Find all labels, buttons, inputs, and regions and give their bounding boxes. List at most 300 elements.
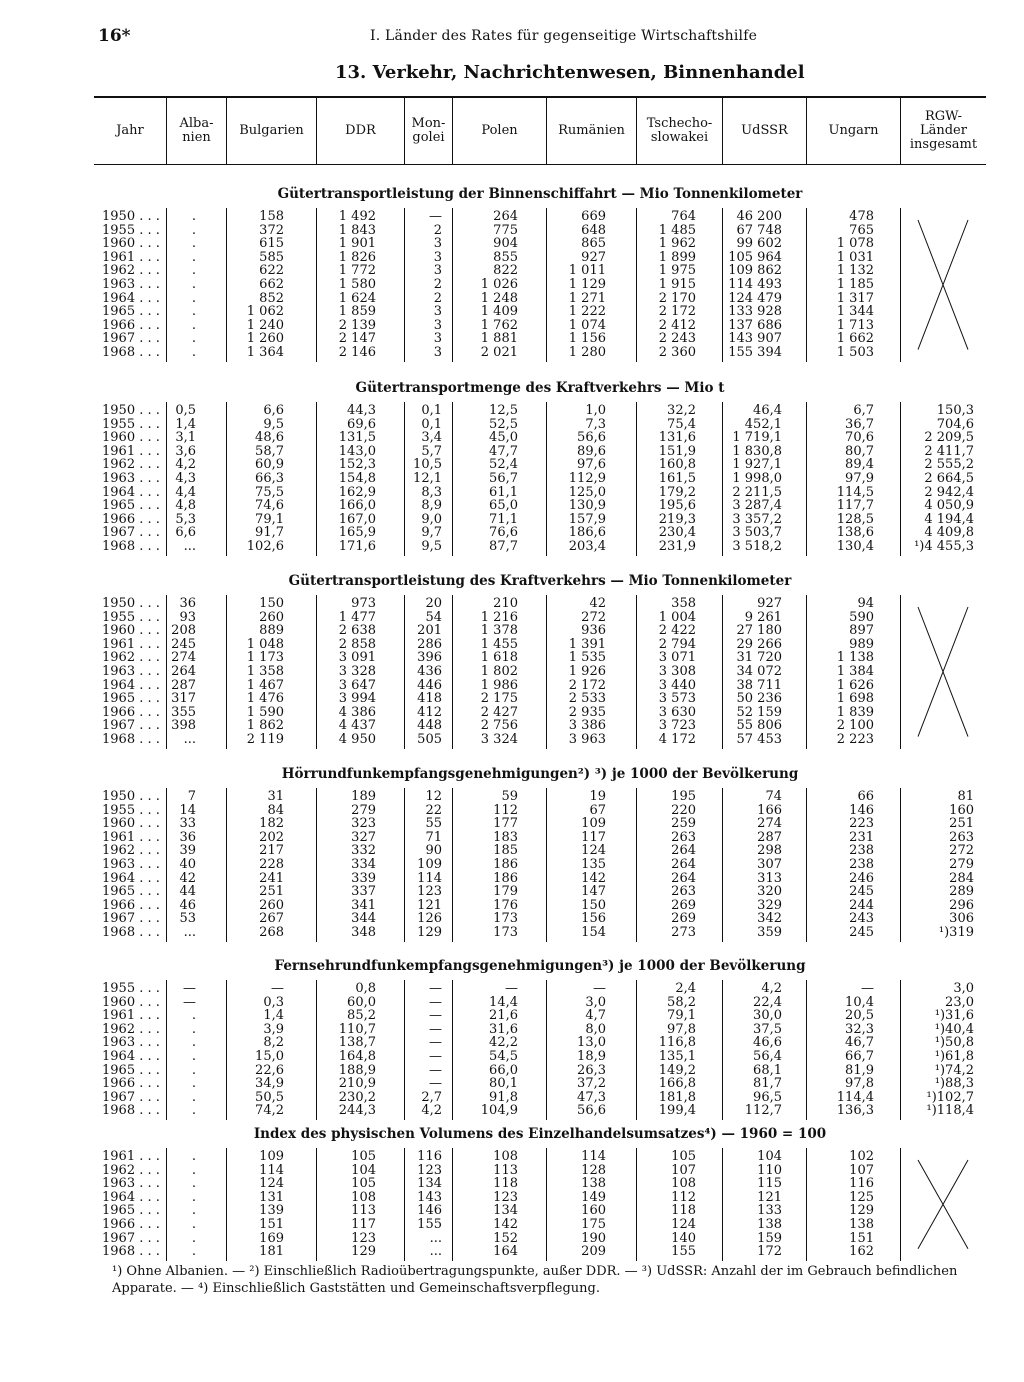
cell-alba-nien: .	[191, 236, 196, 252]
cell-alba-nien: 287	[171, 677, 196, 693]
column-separator	[636, 595, 637, 749]
cell-bulgarien: 6,6	[263, 403, 284, 418]
cell-rumanien: 160	[581, 1203, 606, 1219]
table-row	[94, 264, 986, 278]
cell-ungarn: 244	[849, 897, 874, 913]
table-row	[94, 513, 986, 527]
cell-alba-nien: 44	[179, 884, 196, 900]
cell-ddr: 113	[351, 1203, 376, 1219]
cell-rumanien: 1,0	[585, 403, 606, 418]
cell-mon-golei: —	[429, 1049, 442, 1064]
cell-ungarn: 162	[849, 1244, 874, 1260]
cell-ddr: 1 772	[338, 263, 376, 279]
cell-alba-nien: .	[191, 1230, 196, 1246]
cell-udssr: 3 518,2	[732, 539, 782, 554]
cell-tschecho-slowakei: 161,5	[658, 471, 696, 486]
table-row	[94, 292, 986, 306]
cell-rgw-lander-insgesamt: 2 555,2	[924, 457, 974, 473]
table-row	[94, 872, 986, 886]
cell-bulgarien: 260	[259, 897, 284, 913]
cell-polen: 173	[493, 925, 518, 940]
year-cell: 1962 . . .	[102, 1021, 160, 1037]
cell-mon-golei: 90	[425, 843, 442, 859]
cell-ungarn: 116	[849, 1176, 874, 1192]
cell-alba-nien: 355	[171, 704, 196, 720]
cell-ddr: 154,8	[338, 471, 376, 486]
section-title: Fernsehrundfunkempfangsgenehmigungen³) je 1000 der Bevölkerung	[274, 958, 806, 974]
cell-rumanien: 157,9	[568, 511, 606, 527]
year-cell: 1962 . . .	[102, 263, 160, 279]
cell-bulgarien: 34,9	[255, 1076, 284, 1092]
cell-rumanien: 1 926	[568, 664, 606, 679]
cell-rumanien: 1 222	[568, 304, 606, 320]
table-row	[94, 665, 986, 679]
cell-tschecho-slowakei: 2,4	[675, 981, 696, 996]
cell-rumanien: 2 172	[568, 677, 606, 693]
column-separator	[452, 402, 453, 556]
cell-mon-golei: 446	[417, 677, 442, 693]
cell-udssr: 99 602	[736, 236, 782, 252]
cell-tschecho-slowakei: 58,2	[667, 994, 696, 1010]
cell-udssr: 50 236	[736, 691, 782, 707]
cell-ungarn: 97,8	[845, 1076, 874, 1092]
cell-mon-golei: 12,1	[413, 471, 442, 486]
cell-alba-nien: .	[191, 277, 196, 292]
cell-tschecho-slowakei: 195	[671, 789, 696, 804]
cell-mon-golei: 71	[425, 829, 442, 845]
column-separator	[546, 208, 547, 362]
column-separator	[404, 595, 405, 749]
year-cell: 1967 . . .	[102, 1089, 160, 1105]
cell-rumanien: 1 074	[568, 317, 606, 333]
cell-ungarn: 1 031	[836, 249, 874, 265]
cell-mon-golei: 8,3	[421, 484, 442, 500]
cell-ddr: 3 328	[338, 664, 376, 679]
cell-rumanien: 149	[581, 1189, 606, 1205]
cell-bulgarien: 585	[259, 249, 284, 265]
cell-bulgarien: 50,5	[255, 1089, 284, 1105]
cell-alba-nien: 4,8	[175, 498, 196, 514]
cell-rumanien: 3 963	[568, 732, 606, 747]
year-cell: 1967 . . .	[102, 331, 160, 347]
cell-rgw-lander-insgesamt: ¹)88,3	[934, 1076, 974, 1092]
cell-polen: 1 216	[480, 609, 518, 625]
cell-bulgarien: 74,6	[255, 498, 284, 514]
cell-bulgarien: 75,5	[255, 484, 284, 500]
year-cell: 1961 . . .	[102, 636, 160, 652]
cell-udssr: 46 200	[736, 209, 782, 224]
cell-ungarn: 2 100	[836, 718, 874, 734]
cell-tschecho-slowakei: 3 308	[658, 664, 696, 679]
cell-udssr: 22,4	[753, 994, 782, 1010]
cell-ddr: 344	[351, 911, 376, 927]
cell-ungarn: 138	[849, 1217, 874, 1232]
cell-tschecho-slowakei: 108	[671, 1176, 696, 1192]
cell-ddr: 4 386	[338, 704, 376, 720]
cell-tschecho-slowakei: 3 071	[658, 650, 696, 666]
cell-ungarn: 223	[849, 816, 874, 832]
cell-udssr: 274	[757, 816, 782, 832]
cell-ddr: 104	[351, 1162, 376, 1178]
cell-rumanien: 114	[581, 1149, 606, 1164]
column-separator	[722, 595, 723, 749]
cell-ungarn: 130,4	[836, 539, 874, 554]
cell-polen: 1 455	[480, 636, 518, 652]
cell-ungarn: 114,5	[836, 484, 874, 500]
not-applicable-cross-icon	[910, 216, 976, 354]
cell-alba-nien: .	[191, 1089, 196, 1105]
cell-udssr: 52 159	[736, 704, 782, 720]
cell-udssr: 31 720	[736, 650, 782, 666]
cell-tschecho-slowakei: 269	[671, 911, 696, 927]
cell-bulgarien: 3,9	[263, 1021, 284, 1037]
col-header-mon-golei: Mon- golei	[404, 98, 452, 164]
cell-ungarn: 238	[849, 843, 874, 859]
cell-ungarn: 243	[849, 911, 874, 927]
column-separator	[452, 980, 453, 1120]
cell-udssr: 46,6	[753, 1035, 782, 1051]
table-row	[94, 706, 986, 720]
cell-rumanien: 19	[589, 789, 606, 804]
cell-rumanien: 669	[581, 209, 606, 224]
column-separator	[806, 208, 807, 362]
cell-tschecho-slowakei: 231,9	[658, 539, 696, 554]
cell-ungarn: 36,7	[845, 416, 874, 432]
cell-rumanien: 8,0	[585, 1021, 606, 1037]
column-separator	[452, 595, 453, 749]
cell-udssr: 1 927,1	[732, 457, 782, 473]
cell-bulgarien: 9,5	[263, 416, 284, 432]
cell-ungarn: —	[861, 981, 874, 996]
cell-polen: 66,0	[489, 1062, 518, 1078]
cell-tschecho-slowakei: 3 723	[658, 718, 696, 734]
cell-polen: 1 881	[480, 331, 518, 347]
footnotes: ¹) Ohne Albanien. — ²) Einschließlich Radioübertragungspunkte, außer DDR. — ³) UdSSR: Anzahl der im Gebrauch befindlichen Apparate. — ⁴) Einschließlich Gaststätten und Gemeinschaftsverpflegung.	[112, 1264, 958, 1296]
cell-tschecho-slowakei: 273	[671, 925, 696, 940]
column-separator	[404, 1148, 405, 1261]
cell-rumanien: 1 391	[568, 636, 606, 652]
cell-ungarn: 107	[849, 1162, 874, 1178]
column-separator	[226, 980, 227, 1120]
cell-rumanien: 112,9	[568, 471, 606, 486]
cell-polen: 12,5	[489, 403, 518, 418]
cell-rumanien: 175	[581, 1217, 606, 1232]
cell-alba-nien: .	[191, 1103, 196, 1119]
year-cell: 1965 . . .	[102, 304, 160, 320]
column-separator	[722, 402, 723, 556]
cell-udssr: 172	[757, 1244, 782, 1260]
cell-ddr: 110,7	[338, 1021, 376, 1037]
table-row	[94, 1036, 986, 1050]
cell-alba-nien: 14	[179, 802, 196, 818]
cell-tschecho-slowakei: 32,2	[667, 403, 696, 418]
cell-polen: 1 409	[480, 304, 518, 320]
running-head: I. Länder des Rates für gegenseitige Wirtschaftshilfe	[370, 28, 758, 44]
column-separator	[636, 1148, 637, 1261]
column-separator	[226, 1148, 227, 1261]
cell-mon-golei: 3	[433, 236, 442, 252]
cell-rumanien: 125,0	[568, 484, 606, 500]
column-separator	[166, 402, 167, 556]
column-separator	[546, 980, 547, 1120]
cell-ungarn: 102	[849, 1149, 874, 1164]
cell-udssr: 143 907	[728, 331, 782, 347]
column-separator	[166, 980, 167, 1120]
year-cell: 1961 . . .	[102, 443, 160, 459]
column-separator	[404, 402, 405, 556]
cell-ddr: 152,3	[338, 457, 376, 473]
cell-ddr: 2 139	[338, 317, 376, 333]
cell-ungarn: 245	[849, 884, 874, 900]
cell-ddr: 167,0	[338, 511, 376, 527]
table-row	[94, 458, 986, 472]
cell-polen: 904	[493, 236, 518, 252]
cell-tschecho-slowakei: 179,2	[658, 484, 696, 500]
year-cell: 1967 . . .	[102, 1230, 160, 1246]
cell-ddr: 188,9	[338, 1062, 376, 1078]
cell-alba-nien: .	[191, 331, 196, 347]
cell-tschecho-slowakei: 2 172	[658, 304, 696, 320]
cell-tschecho-slowakei: 764	[671, 209, 696, 224]
section-title: Gütertransportleistung des Kraftverkehrs — Mio Tonnenkilometer	[288, 573, 792, 589]
cell-ddr: 1 624	[338, 290, 376, 306]
cell-rgw-lander-insgesamt: ¹)61,8	[934, 1049, 974, 1064]
not-applicable-cross-icon	[910, 603, 976, 741]
cell-polen: 65,0	[489, 498, 518, 514]
cell-rgw-lander-insgesamt: 81	[957, 789, 974, 804]
cell-alba-nien: —	[183, 981, 196, 996]
cell-tschecho-slowakei: 107	[671, 1162, 696, 1178]
cell-rumanien: 97,6	[577, 457, 606, 473]
cell-ungarn: 70,6	[845, 430, 874, 446]
table-row	[94, 1177, 986, 1191]
cell-polen: 91,8	[489, 1089, 518, 1105]
cell-polen: 1 762	[480, 317, 518, 333]
cell-alba-nien: .	[191, 1076, 196, 1092]
year-cell: 1963 . . .	[102, 1176, 160, 1192]
cell-alba-nien: 46	[179, 897, 196, 913]
cell-tschecho-slowakei: 75,4	[667, 416, 696, 432]
cell-tschecho-slowakei: 263	[671, 884, 696, 900]
cell-bulgarien: 15,0	[255, 1049, 284, 1064]
table-row	[94, 1164, 986, 1178]
cell-alba-nien: .	[191, 1176, 196, 1192]
cell-ungarn: 245	[849, 925, 874, 940]
cell-rumanien: 1 129	[568, 277, 606, 292]
cell-alba-nien: —	[183, 994, 196, 1010]
cell-alba-nien: 3,1	[175, 430, 196, 446]
col-header-tschecho-slowakei: Tschecho- slowakei	[636, 98, 722, 164]
cell-bulgarien: 124	[259, 1176, 284, 1192]
cell-polen: 176	[493, 897, 518, 913]
table-row	[94, 237, 986, 251]
cell-rgw-lander-insgesamt: ¹)31,6	[934, 1008, 974, 1024]
cell-udssr: 329	[757, 897, 782, 913]
cell-alba-nien: .	[191, 1049, 196, 1064]
cell-mon-golei: 5,7	[421, 443, 442, 459]
cell-ddr: 44,3	[347, 403, 376, 418]
cell-mon-golei: —	[429, 1008, 442, 1024]
cell-tschecho-slowakei: 2 243	[658, 331, 696, 347]
col-header-polen: Polen	[452, 98, 546, 164]
cell-ungarn: 590	[849, 609, 874, 625]
cell-bulgarien: 84	[267, 802, 284, 818]
cell-udssr: 2 211,5	[732, 484, 782, 500]
cell-polen: 186	[493, 870, 518, 886]
table-row	[94, 526, 986, 540]
cell-polen: 264	[493, 209, 518, 224]
cell-bulgarien: 1 062	[246, 304, 284, 320]
year-cell: 1963 . . .	[102, 471, 160, 486]
column-separator	[316, 402, 317, 556]
cell-tschecho-slowakei: 1 899	[658, 249, 696, 265]
cell-rumanien: 26,3	[577, 1062, 606, 1078]
year-cell: 1964 . . .	[102, 484, 160, 500]
cell-polen: 123	[493, 1189, 518, 1205]
cell-rgw-lander-insgesamt: ¹)118,4	[926, 1103, 974, 1119]
cell-polen: 1 248	[480, 290, 518, 306]
cell-mon-golei: 146	[417, 1203, 442, 1219]
cell-rumanien: 150	[581, 897, 606, 913]
table-row	[94, 319, 986, 333]
cell-polen: 1 618	[480, 650, 518, 666]
cell-alba-nien: 398	[171, 718, 196, 734]
cell-udssr: 166	[757, 802, 782, 818]
cell-tschecho-slowakei: 3 630	[658, 704, 696, 720]
cell-bulgarien: 1 240	[246, 317, 284, 333]
cell-mon-golei: 9,7	[421, 525, 442, 541]
table-row	[94, 733, 986, 747]
table-row	[94, 278, 986, 292]
cell-alba-nien: 53	[179, 911, 196, 927]
cell-ddr: 131,5	[338, 430, 376, 446]
cell-udssr: 46,4	[753, 403, 782, 418]
cell-bulgarien: 151	[259, 1217, 284, 1232]
cell-polen: —	[505, 981, 518, 996]
cell-rumanien: 7,3	[585, 416, 606, 432]
cell-alba-nien: ...	[183, 925, 196, 940]
year-cell: 1966 . . .	[102, 317, 160, 333]
cell-bulgarien: 169	[259, 1230, 284, 1246]
cell-bulgarien: 241	[259, 870, 284, 886]
year-cell: 1961 . . .	[102, 829, 160, 845]
cell-ungarn: 66	[857, 789, 874, 804]
cell-bulgarien: 1 260	[246, 331, 284, 347]
cell-ddr: 348	[351, 925, 376, 940]
cell-bulgarien: 158	[259, 209, 284, 224]
cell-mon-golei: —	[429, 981, 442, 996]
cell-rgw-lander-insgesamt: 263	[949, 829, 974, 845]
cell-mon-golei: —	[429, 1021, 442, 1037]
cell-ddr: 2 147	[338, 331, 376, 347]
cell-rgw-lander-insgesamt: ¹)4 455,3	[914, 539, 974, 554]
cell-polen: 2 427	[480, 704, 518, 720]
table-row	[94, 692, 986, 706]
cell-polen: 54,5	[489, 1049, 518, 1064]
cell-udssr: 38 711	[736, 677, 782, 693]
cell-tschecho-slowakei: 2 422	[658, 623, 696, 639]
cell-rgw-lander-insgesamt: 3,0	[953, 981, 974, 996]
cell-bulgarien: 139	[259, 1203, 284, 1219]
cell-polen: 45,0	[489, 430, 518, 446]
cell-ddr: 4 950	[338, 732, 376, 747]
cell-bulgarien: 1 173	[246, 650, 284, 666]
cell-ungarn: 89,4	[845, 457, 874, 473]
table-row	[94, 844, 986, 858]
column-separator	[316, 980, 317, 1120]
year-cell: 1965 . . .	[102, 498, 160, 514]
cell-ddr: 332	[351, 843, 376, 859]
cell-mon-golei: 114	[417, 870, 442, 886]
cell-rgw-lander-insgesamt: 4 194,4	[924, 511, 974, 527]
cell-ddr: 323	[351, 816, 376, 832]
cell-udssr: 115	[757, 1176, 782, 1192]
cell-rgw-lander-insgesamt: 296	[949, 897, 974, 913]
cell-polen: 775	[493, 222, 518, 238]
cell-tschecho-slowakei: 2 412	[658, 317, 696, 333]
cell-alba-nien: 93	[179, 609, 196, 625]
cell-bulgarien: 852	[259, 290, 284, 306]
cell-polen: 3 324	[480, 732, 518, 747]
cell-ungarn: 1 698	[836, 691, 874, 707]
cell-mon-golei: 109	[417, 857, 442, 872]
table-row	[94, 899, 986, 913]
cell-polen: 14,4	[489, 994, 518, 1010]
cell-ddr: 2 858	[338, 636, 376, 652]
cell-bulgarien: 8,2	[263, 1035, 284, 1051]
column-separator	[636, 402, 637, 556]
cell-polen: 52,5	[489, 416, 518, 432]
cell-udssr: 9 261	[744, 609, 782, 625]
section-title: Gütertransportleistung der Binnenschiffahrt — Mio Tonnenkilometer	[277, 186, 803, 202]
cell-mon-golei: 436	[417, 664, 442, 679]
column-separator	[166, 788, 167, 942]
cell-tschecho-slowakei: 358	[671, 596, 696, 611]
cell-rumanien: 4,7	[585, 1008, 606, 1024]
cell-polen: 2 756	[480, 718, 518, 734]
cell-ungarn: 138,6	[836, 525, 874, 541]
cell-ddr: 3 994	[338, 691, 376, 707]
cell-rumanien: 128	[581, 1162, 606, 1178]
cell-ungarn: 94	[857, 596, 874, 611]
cell-ddr: 108	[351, 1189, 376, 1205]
col-header-alba-nien: Alba- nien	[166, 98, 226, 164]
table-row	[94, 1009, 986, 1023]
cell-ddr: 4 437	[338, 718, 376, 734]
cell-ddr: 123	[351, 1230, 376, 1246]
cell-ddr: 1 477	[338, 609, 376, 625]
year-cell: 1961 . . .	[102, 1008, 160, 1024]
cell-ungarn: 238	[849, 857, 874, 872]
year-cell: 1950 . . .	[102, 209, 160, 224]
cell-rgw-lander-insgesamt: 251	[949, 816, 974, 832]
cell-mon-golei: 448	[417, 718, 442, 734]
column-separator	[226, 788, 227, 942]
column-separator	[166, 208, 167, 362]
cell-udssr: 105 964	[728, 249, 782, 265]
cell-bulgarien: 131	[259, 1189, 284, 1205]
cell-bulgarien: 1,4	[263, 1008, 284, 1024]
column-separator	[166, 1148, 167, 1261]
cell-ddr: 230,2	[338, 1089, 376, 1105]
cell-alba-nien: .	[191, 1217, 196, 1232]
cell-mon-golei: 3	[433, 317, 442, 333]
cell-polen: 104,9	[480, 1103, 518, 1119]
cell-ddr: 337	[351, 884, 376, 900]
cell-udssr: 927	[757, 596, 782, 611]
cell-bulgarien: —	[271, 981, 284, 996]
cell-udssr: 27 180	[736, 623, 782, 639]
